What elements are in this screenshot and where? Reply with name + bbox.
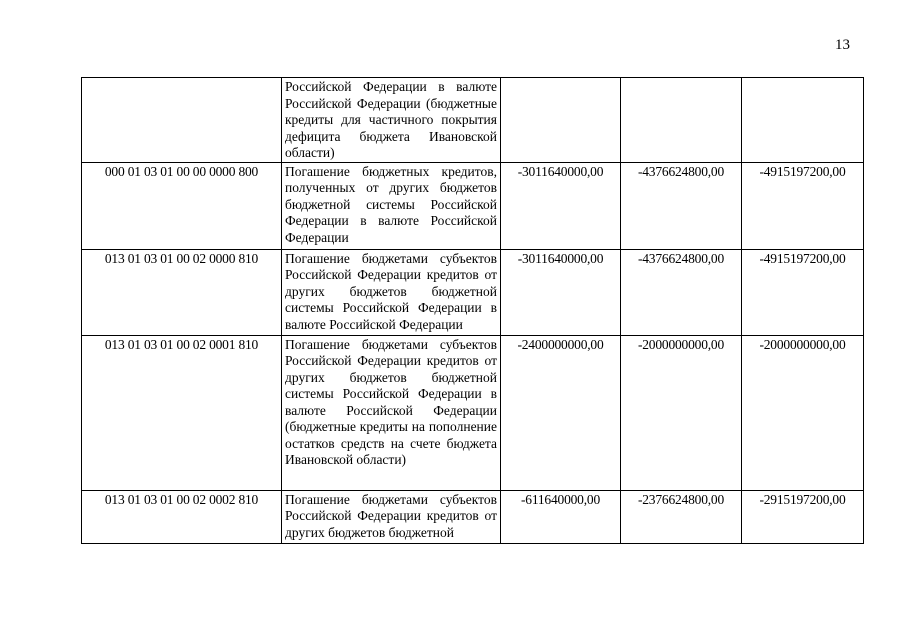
amount-year-3-cell: -2915197200,00 (742, 490, 864, 543)
amount-year-2-cell (621, 78, 742, 163)
amount-year-2-cell: -2376624800,00 (621, 490, 742, 543)
amount-year-2-cell: -4376624800,00 (621, 162, 742, 249)
description-text: Российской Федерации в валюте Российской Федерации (бюджетные кредиты для частичного покрытия дефицита бюджета Ивановской области) (285, 79, 497, 160)
table-row (82, 490, 864, 543)
description-cell (282, 78, 501, 163)
description-cell (282, 249, 501, 335)
page-number: 13 (835, 37, 850, 53)
description-cell (282, 490, 501, 543)
budget-code-cell: 013 01 03 01 00 02 0000 810 (82, 249, 282, 335)
table-row (82, 78, 864, 163)
description-text: Погашение бюджетных кредитов, полученных от других бюджетов бюджетной системы Российской Федерации в валюте Российской Федерации (285, 163, 497, 245)
description-text: Погашение бюджетами субъектов Российской Федерации кредитов от других бюджетов бюджетной системы Российской Федерации в валюте Российской Федерации (285, 250, 497, 332)
amount-year-1-cell: -2400000000,00 (501, 335, 621, 490)
amount-year-3-cell: -4915197200,00 (742, 249, 864, 335)
description-text: Погашение бюджетами субъектов Российской Федерации кредитов от других бюджетов бюджетной (285, 491, 497, 540)
table-row (82, 335, 864, 490)
amount-year-1-cell (501, 78, 621, 163)
amount-year-2-cell: -2000000000,00 (621, 335, 742, 490)
description-text: Погашение бюджетами субъектов Российской Федерации кредитов от других бюджетов бюджетной системы Российской Федерации в валюте Российской Федерации (бюджетные кредиты на пополнение остатков средств на счете бюджета Ивановской области) (285, 336, 497, 467)
description-cell (282, 335, 501, 490)
budget-code-cell (82, 78, 282, 163)
budget-code-cell: 013 01 03 01 00 02 0001 810 (82, 335, 282, 490)
amount-year-3-cell: -2000000000,00 (742, 335, 864, 490)
budget-code-cell: 013 01 03 01 00 02 0002 810 (82, 490, 282, 543)
amount-year-1-cell: -3011640000,00 (501, 162, 621, 249)
budget-code-cell: 000 01 03 01 00 00 0000 800 (82, 162, 282, 249)
amount-year-1-cell: -3011640000,00 (501, 249, 621, 335)
budget-table (81, 77, 864, 544)
table-row (82, 162, 864, 249)
description-cell (282, 162, 501, 249)
table-row (82, 249, 864, 335)
amount-year-2-cell: -4376624800,00 (621, 249, 742, 335)
amount-year-3-cell (742, 78, 864, 163)
amount-year-1-cell: -611640000,00 (501, 490, 621, 543)
amount-year-3-cell: -4915197200,00 (742, 162, 864, 249)
